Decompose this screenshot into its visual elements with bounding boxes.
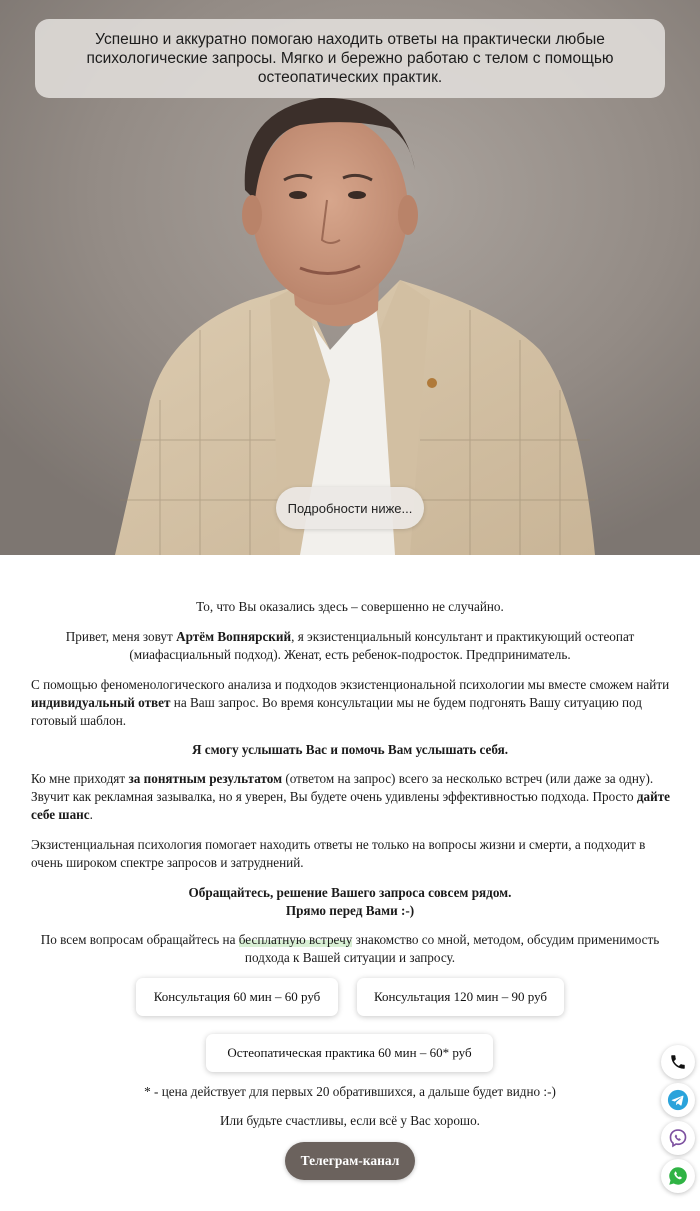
results-paragraph <box>31 770 671 824</box>
method-text-b: на Ваш запрос. Во время консультации мы не будем подгонять Вашу ситуацию под готовый шаблон. <box>31 695 642 728</box>
free-meeting-text-a: По всем вопросам обращайтесь на <box>40 932 239 947</box>
call-to-action-heading <box>30 884 670 920</box>
intro-text: То, что Вы оказались здесь – совершенно не случайно. <box>196 599 504 614</box>
method-bold: индивидуальный ответ <box>31 695 171 710</box>
results-text-c: . <box>89 807 93 822</box>
hero-section <box>0 0 700 555</box>
consultation-60-button[interactable]: Консультация 60 мин – 60 руб <box>136 978 338 1016</box>
telegram-icon <box>667 1089 689 1111</box>
whatsapp-icon <box>667 1165 689 1187</box>
consultation-120-button[interactable]: Консультация 120 мин – 90 руб <box>357 978 564 1016</box>
promise-heading <box>30 741 670 759</box>
greeting-paragraph <box>30 628 670 664</box>
promise-text: Я смогу услышать Вас и помочь Вам услышать себя. <box>191 742 509 757</box>
telegram-contact-button[interactable] <box>661 1083 695 1117</box>
viber-contact-button[interactable] <box>661 1121 695 1155</box>
osteopathy-60-button[interactable]: Остеопатическая практика 60 мин – 60* руб <box>206 1034 493 1072</box>
results-text-b: (ответом на запрос) всего за несколько встреч (или даже за одну). Звучит как рекламная зазывалка, но я уверен, Вы будете очень удивлены эффективностью подхода. Просто <box>31 771 654 804</box>
greeting-text-b: , я экзистенциальный консультант и практикующий остеопат (миафасциальный подход). Женат, есть ребенок-подросток. Предприниматель. <box>129 629 635 662</box>
telegram-channel-button[interactable]: Телеграм-канал <box>285 1142 415 1180</box>
cta-line-2: Прямо перед Вами :-) <box>285 903 415 918</box>
free-meeting-link[interactable]: бесплатную встречу <box>238 932 353 947</box>
closing-text: Или будьте счастливы, если всё у Вас хорошо. <box>220 1113 480 1128</box>
hero-banner <box>35 19 665 98</box>
results-text-a: Ко мне приходят <box>31 771 129 786</box>
results-bold-a: за понятным результатом <box>128 771 283 786</box>
hero-banner-text: Успешно и аккуратно помогаю находить ответы на практически любые психологические запросы. Мягко и бережно работаю с телом с помощью остеопатических практик. <box>86 31 614 86</box>
method-text-a: С помощью феноменологического анализа и подходов экзистенциональной психологии мы вместе сможем найти <box>31 677 670 692</box>
cta-line-1: Обращайтесь, решение Вашего запроса совсем рядом. <box>188 885 512 900</box>
viber-icon <box>668 1128 688 1148</box>
existential-paragraph: Экзистенциальная психология помогает находить ответы не только на вопросы жизни и смерти, а подходит в очень широком спектре запросов и затруднений. <box>31 837 646 870</box>
greeting-text-a: Привет, меня зовут <box>65 629 177 644</box>
author-name: Артём Вопнярский <box>176 629 292 644</box>
whatsapp-contact-button[interactable] <box>661 1159 695 1193</box>
phone-icon <box>669 1053 687 1071</box>
price-note: * - цена действует для первых 20 обратившихся, а дальше будет видно :-) <box>144 1084 556 1099</box>
method-paragraph <box>31 676 671 730</box>
free-meeting-text-b: знакомство со мной, методом, обсудим применимость подхода к Вашей ситуации и запросу. <box>244 932 660 965</box>
results-bold-b: дайте себе шанс <box>31 789 671 822</box>
free-meeting-paragraph <box>30 931 670 967</box>
details-below-button[interactable]: Подробности ниже... <box>276 487 424 529</box>
phone-button[interactable] <box>661 1045 695 1079</box>
